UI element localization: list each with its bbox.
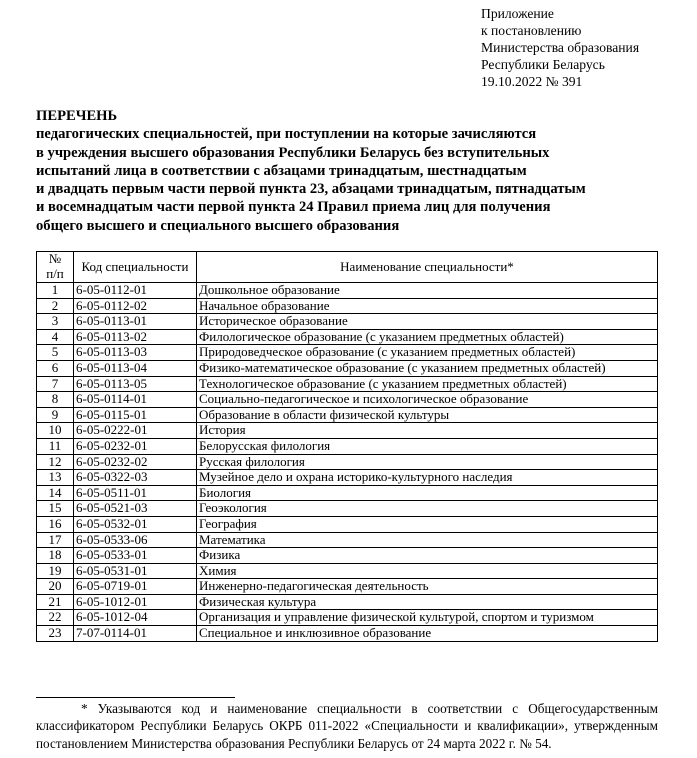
row-number: 3 [37, 314, 74, 330]
specialty-name: История [197, 423, 658, 439]
row-number: 8 [37, 392, 74, 408]
appendix-date-number: 19.10.2022 № 391 [481, 74, 583, 89]
specialty-code: 6-05-0113-05 [74, 376, 197, 392]
header-code: Код специальности [74, 252, 197, 283]
row-number: 1 [37, 283, 74, 299]
row-number: 16 [37, 516, 74, 532]
specialty-name: Организация и управление физической культурой, спортом и туризмом [197, 610, 658, 626]
appendix-line: Республики Беларусь [481, 57, 605, 72]
table-row [37, 626, 658, 642]
specialty-code: 6-05-0533-06 [74, 532, 197, 548]
row-number: 20 [37, 579, 74, 595]
table-row [37, 594, 658, 610]
table-header-row [37, 252, 658, 283]
table-body [37, 283, 658, 642]
specialty-name: Белорусская филология [197, 438, 658, 454]
specialty-code: 6-05-0113-04 [74, 360, 197, 376]
table-row [37, 548, 658, 564]
specialty-name: Филологическое образование (с указанием предметных областей) [197, 329, 658, 345]
title-line: в учреждения высшего образования Республики Беларусь без вступительных [36, 144, 550, 161]
row-number: 18 [37, 548, 74, 564]
row-number: 4 [37, 329, 74, 345]
table-row [37, 485, 658, 501]
specialty-name: Специальное и инклюзивное образование [197, 626, 658, 642]
specialty-name: Биология [197, 485, 658, 501]
table-row [37, 454, 658, 470]
specialty-code: 6-05-0533-01 [74, 548, 197, 564]
title-line: и восемнадцатым части первой пункта 24 Правил приема лиц для получения [36, 199, 551, 216]
specialty-code: 6-05-1012-04 [74, 610, 197, 626]
specialty-code: 6-05-0322-03 [74, 470, 197, 486]
specialty-code: 6-05-0232-01 [74, 438, 197, 454]
appendix-line: Приложение [481, 6, 554, 21]
header-number-abbr: п/п [46, 266, 64, 281]
table-row [37, 579, 658, 595]
table-row [37, 501, 658, 517]
row-number: 7 [37, 376, 74, 392]
specialty-name: Начальное образование [197, 298, 658, 314]
specialty-code: 6-05-1012-01 [74, 594, 197, 610]
specialty-code: 6-05-0532-01 [74, 516, 197, 532]
row-number: 19 [37, 563, 74, 579]
row-number: 10 [37, 423, 74, 439]
specialty-code: 6-05-0531-01 [74, 563, 197, 579]
title-heading: ПЕРЕЧЕНЬ [36, 108, 118, 124]
table-row [37, 329, 658, 345]
specialty-name: Физическая культура [197, 594, 658, 610]
specialty-code: 6-05-0113-03 [74, 345, 197, 361]
specialty-name: Социально-педагогическое и психологическое образование [197, 392, 658, 408]
row-number: 14 [37, 485, 74, 501]
appendix-line: к постановлению [481, 23, 582, 38]
row-number: 15 [37, 501, 74, 517]
document-title [36, 107, 586, 235]
specialty-name: Дошкольное образование [197, 283, 658, 299]
specialty-name: Музейное дело и охрана историко-культурного наследия [197, 470, 658, 486]
row-number: 9 [37, 407, 74, 423]
table-row [37, 376, 658, 392]
specialty-code: 6-05-0521-03 [74, 501, 197, 517]
appendix-stamp [481, 5, 639, 90]
specialty-name: Инженерно-педагогическая деятельность [197, 579, 658, 595]
specialty-name: Историческое образование [197, 314, 658, 330]
footnote [36, 700, 658, 752]
row-number: 22 [37, 610, 74, 626]
table-row [37, 314, 658, 330]
row-number: 2 [37, 298, 74, 314]
row-number: 23 [37, 626, 74, 642]
table-row [37, 283, 658, 299]
table-row [37, 423, 658, 439]
footnote-divider [36, 697, 235, 698]
specialty-name: Химия [197, 563, 658, 579]
header-name: Наименование специальности* [197, 252, 658, 283]
table-row [37, 360, 658, 376]
header-number [37, 252, 74, 283]
table-row [37, 345, 658, 361]
specialty-name: Физико-математическое образование (с указанием предметных областей) [197, 360, 658, 376]
specialty-name: Физика [197, 548, 658, 564]
specialty-code: 6-05-0232-02 [74, 454, 197, 470]
specialty-code: 6-05-0115-01 [74, 407, 197, 423]
row-number: 11 [37, 438, 74, 454]
footnote-text: * Указываются код и наименование специальности в соответствии с Общегосударственным классификатором Республики Беларусь ОКРБ 011-2022 «Специальности и квалификации», утвержденным постановлением Министерства образования Республики Беларусь от 24 марта 2022 г. № 54. [36, 701, 658, 751]
table-row [37, 532, 658, 548]
table-row [37, 610, 658, 626]
specialty-name: Образование в области физической культуры [197, 407, 658, 423]
specialty-code: 6-05-0222-01 [74, 423, 197, 439]
specialties-table [36, 251, 658, 642]
table-row [37, 516, 658, 532]
row-number: 12 [37, 454, 74, 470]
table-row [37, 392, 658, 408]
appendix-line: Министерства образования [481, 40, 640, 55]
specialty-name: География [197, 516, 658, 532]
row-number: 6 [37, 360, 74, 376]
specialty-code: 7-07-0114-01 [74, 626, 197, 642]
title-line: общего высшего и специального высшего образования [36, 217, 400, 234]
specialty-code: 6-05-0114-01 [74, 392, 197, 408]
table-row [37, 438, 658, 454]
specialty-code: 6-05-0112-02 [74, 298, 197, 314]
specialty-code: 6-05-0113-01 [74, 314, 197, 330]
specialty-name: Геоэкология [197, 501, 658, 517]
specialty-name: Русская филология [197, 454, 658, 470]
table-row [37, 563, 658, 579]
specialty-code: 6-05-0113-02 [74, 329, 197, 345]
title-line: и двадцать первым части первой пункта 23, абзацами тринадцатым, пятнадцатым [36, 181, 586, 198]
row-number: 5 [37, 345, 74, 361]
specialty-name: Природоведческое образование (с указанием предметных областей) [197, 345, 658, 361]
title-line: испытаний лица в соответствии с абзацами тринадцатым, шестнадцатым [36, 162, 527, 179]
table-row [37, 470, 658, 486]
specialty-code: 6-05-0112-01 [74, 283, 197, 299]
row-number: 13 [37, 470, 74, 486]
specialty-name: Технологическое образование (с указанием предметных областей) [197, 376, 658, 392]
row-number: 21 [37, 594, 74, 610]
table-row [37, 407, 658, 423]
specialty-code: 6-05-0511-01 [74, 485, 197, 501]
row-number: 17 [37, 532, 74, 548]
table-row [37, 298, 658, 314]
header-number-symbol: № [48, 251, 62, 267]
specialty-name: Математика [197, 532, 658, 548]
title-line: педагогических специальностей, при поступлении на которые зачисляются [36, 126, 537, 143]
specialty-code: 6-05-0719-01 [74, 579, 197, 595]
